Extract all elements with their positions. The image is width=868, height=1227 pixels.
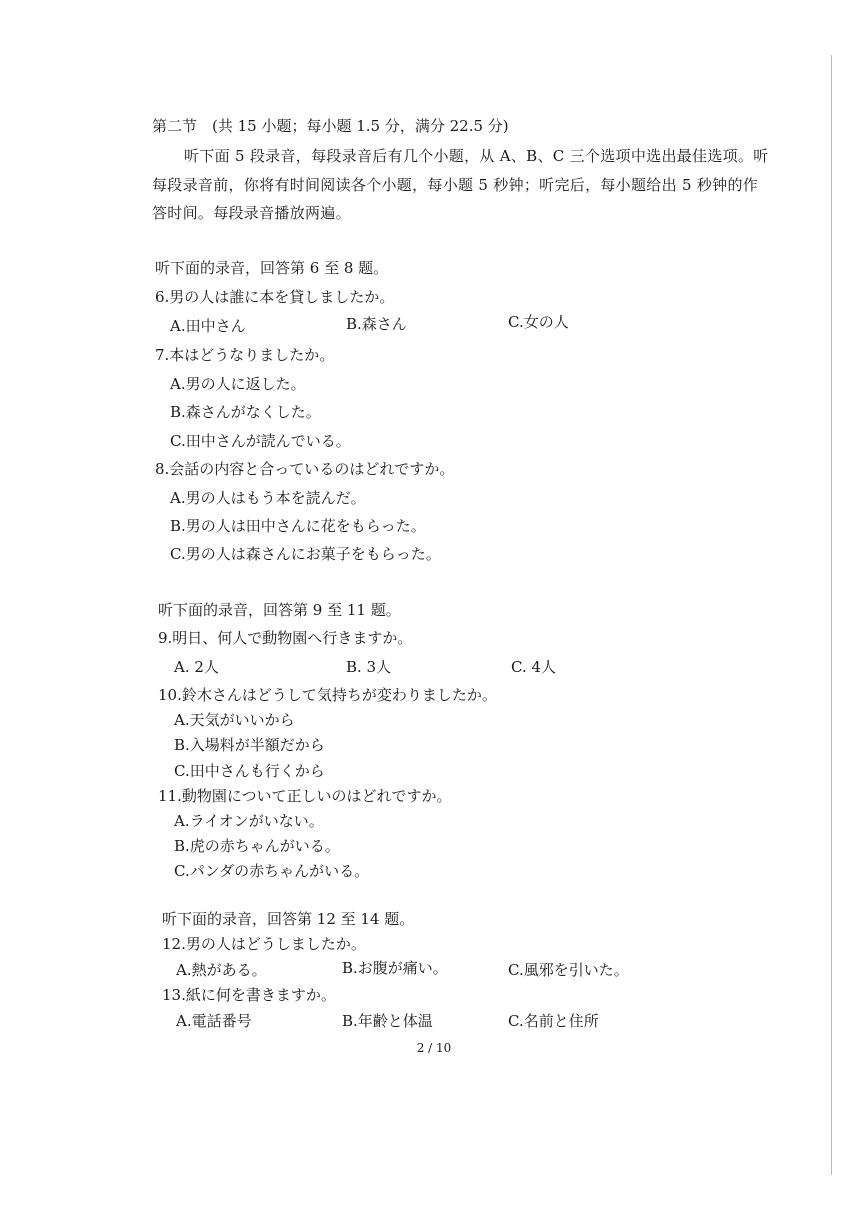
group-intro: 听下面的录音，回答第 9 至 11 题。 bbox=[158, 601, 401, 619]
option-b: B.お腹が痛い。 bbox=[342, 959, 448, 977]
page-number: 2 / 10 bbox=[416, 1041, 452, 1055]
group-intro: 听下面的录音，回答第 12 至 14 题。 bbox=[162, 910, 415, 928]
option-b: B.男の人は田中さんに花をもらった。 bbox=[170, 517, 426, 535]
question-8: 8.会話の内容と合っているのはどれですか。 bbox=[155, 460, 455, 478]
option-c: C.田中さんも行くから bbox=[174, 762, 325, 780]
option-a: A.天気がいいから bbox=[174, 711, 295, 729]
option-c: C.男の人は森さんにお菓子をもらった。 bbox=[170, 545, 441, 563]
section-title: 第二节 (共 15 小题；每小题 1.5 分，满分 22.5 分) bbox=[152, 117, 509, 135]
option-b: B.森さん bbox=[346, 315, 407, 333]
option-c: C. 4人 bbox=[511, 658, 557, 676]
option-c: C.田中さんが読んでいる。 bbox=[170, 432, 351, 450]
option-a: A.電話番号 bbox=[176, 1012, 252, 1030]
option-b: B. 3人 bbox=[346, 658, 392, 676]
instruction-line-1: 听下面 5 段录音，每段录音后有几个小题，从 A、B、C 三个选项中选出最佳选项。听 bbox=[184, 147, 769, 165]
question-11: 11.動物園について正しいのはどれですか。 bbox=[158, 787, 452, 805]
option-a: A.男の人に返した。 bbox=[170, 375, 306, 393]
option-a: A.男の人はもう本を読んだ。 bbox=[170, 489, 366, 507]
group-intro: 听下面的录音，回答第 6 至 8 题。 bbox=[155, 259, 389, 277]
question-13: 13.紙に何を書きますか。 bbox=[162, 986, 336, 1004]
instruction-line-3: 答时间。每段录音播放两遍。 bbox=[152, 204, 351, 222]
option-c: C.名前と住所 bbox=[508, 1012, 599, 1030]
option-a: A.熱がある。 bbox=[176, 961, 267, 979]
option-a: A.ライオンがいない。 bbox=[174, 812, 324, 830]
option-b: B.虎の赤ちゃんがいる。 bbox=[174, 837, 340, 855]
instruction-line-2: 每段录音前，你将有时间阅读各个小题，每小题 5 秒钟；听完后，每小题给出 5 秒钟的作 bbox=[152, 176, 759, 194]
option-a: A. 2人 bbox=[174, 658, 219, 676]
option-c: C.パンダの赤ちゃんがいる。 bbox=[174, 862, 370, 880]
option-b: B.森さんがなくした。 bbox=[170, 403, 321, 421]
question-10: 10.鈴木さんはどうして気持ちが変わりましたか。 bbox=[158, 686, 497, 704]
question-6: 6.男の人は誰に本を貸しましたか。 bbox=[155, 288, 395, 306]
question-7: 7.本はどうなりましたか。 bbox=[155, 346, 335, 364]
question-9: 9.明日、何人で動物園へ行きますか。 bbox=[158, 629, 413, 647]
option-a: A.田中さん bbox=[170, 317, 246, 335]
option-b: B.年齢と体温 bbox=[342, 1012, 433, 1030]
option-b: B.入場料が半額だから bbox=[174, 736, 325, 754]
question-12: 12.男の人はどうしましたか。 bbox=[162, 935, 366, 953]
option-c: C.風邪を引いた。 bbox=[508, 961, 629, 979]
option-c: C.女の人 bbox=[508, 313, 569, 331]
